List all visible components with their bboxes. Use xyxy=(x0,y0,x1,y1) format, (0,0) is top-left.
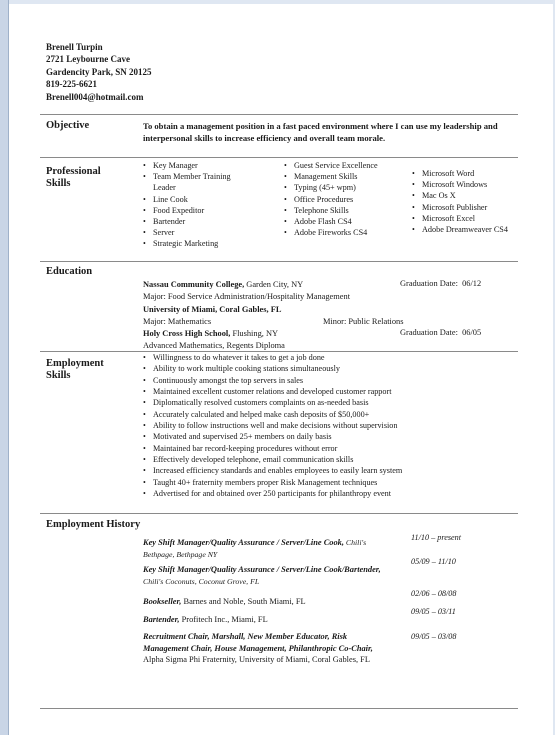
objective-text: To obtain a management position in a fast paced environment where I can use my leadership and interpersonal skills to increase efficiency and overall team morale. xyxy=(143,121,498,143)
employment-skills-heading-line2: Skills xyxy=(46,370,71,381)
skill-item: • Microsoft Excel xyxy=(412,213,512,224)
job-2-employer: Chili's Coconuts, Coconut Grove, FL xyxy=(143,576,260,586)
employment-skill-item: • Ability to work multiple cooking stations simultaneously xyxy=(143,363,515,374)
school1-location: Garden City, NY xyxy=(244,280,304,289)
skill-item: • Microsoft Publisher xyxy=(412,202,512,213)
employment-skill-item: • Advertised for and obtained over 250 participants for philanthropy event xyxy=(143,488,515,499)
skill-item: • Mac Os X xyxy=(412,190,512,201)
job-5-date: 09/05 – 03/08 xyxy=(411,632,457,641)
education-school3 xyxy=(143,328,278,339)
skill-item: • Microsoft Word xyxy=(412,168,512,179)
employment-skill-item: • Maintained excellent customer relations and developed customer rapport xyxy=(143,386,515,397)
skill-item: • Telephone Skills xyxy=(284,205,402,216)
contact-phone: 819-225-6621 xyxy=(46,79,97,90)
skills-list-col2 xyxy=(284,160,402,238)
contact-block xyxy=(46,41,152,103)
skill-item: • Management Skills xyxy=(284,171,402,182)
contact-email: Brenell004@hotmail.com xyxy=(46,91,144,102)
skills-list-col3 xyxy=(412,168,512,235)
school2-name: University of Miami, Coral Gables, FL xyxy=(143,305,282,314)
education-heading: Education xyxy=(46,266,93,277)
employment-skill-item: • Taught 40+ fraternity members proper Risk Management techniques xyxy=(143,477,515,488)
skill-item: • Food Expeditor xyxy=(143,205,271,216)
employment-skill-item: • Motivated and supervised 25+ members on daily basis xyxy=(143,431,515,442)
employment-skills-heading xyxy=(46,358,104,382)
employment-skill-item: • Ability to follow instructions well and make decisions without supervision xyxy=(143,420,515,431)
job-entry-3 xyxy=(143,596,388,608)
employment-skill-item: • Willingness to do whatever it takes to get a job done xyxy=(143,352,515,363)
skill-item: • Strategic Marketing xyxy=(143,238,271,249)
school3-location: Flushing, NY xyxy=(230,329,279,338)
employment-skills-list xyxy=(143,352,515,499)
job-3-title: Bookseller, xyxy=(143,597,182,606)
professional-skills-heading-line1: Professional xyxy=(46,166,101,177)
skill-item: • Bartender xyxy=(143,216,271,227)
school1-name: Nassau Community College, xyxy=(143,280,245,289)
school2-major: Major: Mathematics xyxy=(143,317,212,326)
employment-history-rule xyxy=(40,513,518,514)
professional-skills-heading-line2: Skills xyxy=(46,178,71,189)
school2-minor: Minor: Public Relations xyxy=(323,317,404,326)
education-school1 xyxy=(143,279,303,290)
job-entry-1 xyxy=(143,537,388,560)
job-1-date: 11/10 – present xyxy=(411,533,462,542)
contact-name: Brenell Turpin xyxy=(46,42,103,52)
skill-item: • Key Manager xyxy=(143,160,271,171)
window-left-edge xyxy=(0,0,9,735)
skill-item: • Team Member Training Leader xyxy=(143,171,253,193)
employment-skill-item: • Accurately calculated and helped make cash deposits of $50,000+ xyxy=(143,409,515,420)
job-3-date: 02/06 – 08/08 xyxy=(411,589,457,598)
school1-graduation xyxy=(400,279,481,288)
job-4-title: Bartender, xyxy=(143,615,180,624)
employment-skill-item: • Maintained bar record-keeping procedures without error xyxy=(143,443,515,454)
employment-history-heading: Employment History xyxy=(46,519,141,530)
employment-skill-item: • Increased efficiency standards and enables employees to easily learn system xyxy=(143,465,515,476)
employment-history-bottom-rule xyxy=(40,708,518,709)
job-1-title: Key Shift Manager/Quality Assurance / Server/Line Cook, xyxy=(143,538,344,547)
school1-major: Major: Food Service Administration/Hospitality Management xyxy=(143,292,351,301)
objective-heading: Objective xyxy=(46,120,90,131)
job-entry-2 xyxy=(143,564,388,587)
contact-address-line2: Gardencity Park, SN 20125 xyxy=(46,66,152,77)
skill-item: • Microsoft Windows xyxy=(412,179,512,190)
skill-item: • Office Procedures xyxy=(284,194,402,205)
employment-skill-item: • Continuously amongst the top servers in sales xyxy=(143,375,515,386)
objective-rule xyxy=(40,114,518,115)
professional-skills-heading xyxy=(46,166,101,190)
employment-skills-heading-line1: Employment xyxy=(46,358,104,369)
job-2-title: Key Shift Manager/Quality Assurance / Server/Line Cook/Bartender, xyxy=(143,565,381,574)
school1-grad-label: Graduation Date: xyxy=(400,279,458,288)
job-5-employer: Alpha Sigma Phi Fraternity, University of Miami, Coral Gables, FL xyxy=(143,655,370,664)
school3-name: Holy Cross High School, xyxy=(143,329,231,338)
school1-grad-date: 06/12 xyxy=(462,279,482,288)
school3-graduation xyxy=(400,328,481,337)
skill-item: • Server xyxy=(143,227,271,238)
employment-skill-item: • Diplomatically resolved customers complaints on as-needed basis xyxy=(143,397,515,408)
skills-list-col1 xyxy=(143,160,271,250)
professional-skills-rule xyxy=(40,157,518,158)
job-2-date: 05/09 – 11/10 xyxy=(411,557,456,566)
school3-grad-label: Graduation Date: xyxy=(400,328,458,337)
contact-address-line1: 2721 Leybourne Cave xyxy=(46,54,130,65)
school3-grad-date: 06/05 xyxy=(462,328,482,337)
window-top-edge xyxy=(0,0,555,4)
job-entry-4 xyxy=(143,614,388,626)
job-1-employer: Chili's Bethpage, Bethpage NY xyxy=(143,538,367,559)
school3-detail: Advanced Mathematics, Regents Diploma xyxy=(143,341,285,350)
employment-skill-item: • Effectively developed telephone, email communication skills xyxy=(143,454,515,465)
skill-item: • Typing (45+ wpm) xyxy=(284,182,402,193)
skill-item: • Adobe Dreamweaver CS4 xyxy=(412,224,512,235)
job-entry-5 xyxy=(143,631,388,666)
job-4-date: 09/05 – 03/11 xyxy=(411,607,456,616)
skill-item: • Guest Service Excellence xyxy=(284,160,402,171)
skill-item: • Line Cook xyxy=(143,194,271,205)
skill-item: • Adobe Flash CS4 xyxy=(284,216,402,227)
skill-item: • Adobe Fireworks CS4 xyxy=(284,227,402,238)
job-3-employer: Barnes and Noble, South Miami, FL xyxy=(181,597,306,606)
job-4-employer: Profitech Inc., Miami, FL xyxy=(179,615,268,624)
job-5-title: Recruitment Chair, Marshall, New Member Educator, Risk Management Chair, House Management, Philanthropic Co-Chair, xyxy=(143,632,373,653)
education-rule xyxy=(40,261,518,262)
